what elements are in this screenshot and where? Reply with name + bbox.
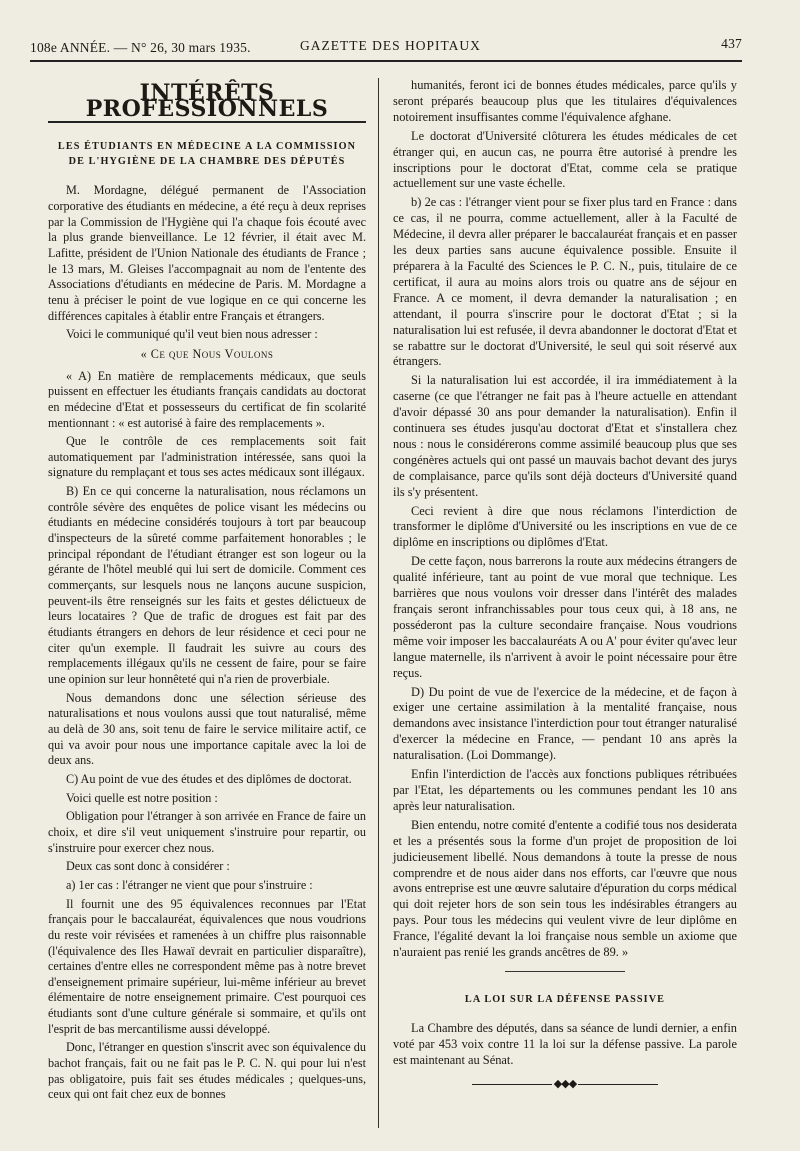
left-column [48, 78, 366, 1106]
paragraph: humanités, feront ici de bonnes études médicales, parce qu'ils y seront préparés beaucoup plus que les titulaires d'équivalences notoirement insuffisantes comme l'équivalence afghane. [393, 78, 737, 124]
paragraph: Enfin l'interdiction de l'accès aux fonctions publiques rétribuées par l'Etat, les départements ou les communes pendant les 10 ans après leur naturalisation. [393, 767, 737, 813]
article1-heading: « Ce que Nous Voulons [140, 346, 274, 361]
column-divider [378, 78, 379, 1128]
article2-subhead: LA LOI SUR LA DÉFENSE PASSIVE [464, 993, 666, 1005]
paragraph: Bien entendu, notre comité d'entente a codifié tous nos desiderata et les a présentés sous la forme d'un projet de proposition de loi judicieusement libellé. Nous demandons à toute la presse de nous comprendre et de nous aider dans nos efforts, car l'œuvre que nous avons entreprise est une œuvre salutaire d'épuration du corps médical qui doit rejeter hors de son sein tous les indésirables étrangers au pays. Pour tous les médecins qui veulent vivre de leur diplôme en France, l'égalité devant la loi française nous semble un axiome que n'auraient pas renié les grands ancêtres de 89. » [393, 817, 737, 960]
end-ornament: ◆◆◆ [393, 1077, 737, 1093]
page-number: 437 [721, 36, 742, 51]
page-header [30, 36, 742, 62]
journal-title: GAZETTE DES HOPITAUX [300, 38, 481, 53]
paragraph: Nous demandons donc une sélection sérieuse des naturalisations et nous voulons aussi que tout naturalisé, même au delà de 30 ans, soit tenu de faire le service militaire actif, ce qui va avoir pour nous une importance capitale avec la loi de deux ans. [48, 690, 366, 768]
paragraph: Si la naturalisation lui est accordée, il ira immédiatement à la caserne (ce que l'étranger ne fait pas à l'heure actuelle en attendant d'avoir dépassé 30 ans pour demander la naturalisation). Enfin il continuera ses études jusqu'au doctorat d'Etat et s'installera chez nous : nous le considérerons comme assimilé beaucoup plus que ses congénères actuels qui ont passé un mauvais bachot devant des jurys de complaisance, parce qu'ils sont déjà docteurs d'Université quand ils s'y présentent. [393, 373, 737, 499]
article1-intro-paragraph: Voici le communiqué qu'il veut bien nous adresser : [66, 327, 318, 342]
section-title: INTÉRÊTS PROFESSIONNELS [85, 80, 329, 122]
article1-subhead: LES ÉTUDIANTS EN MÉDECINE A LA COMMISSION DE L'HYGIÈNE DE LA CHAMBRE DES DÉPUTÉS [57, 141, 357, 168]
paragraph: Le doctorat d'Université clôturera les études médicales de cet étranger qui, en aucun cas, ne pourra être autorisé à prendre les inscriptions pour le doctorat d'Etat, comme cela se pratique actuellement sur une vaste échelle. [393, 128, 737, 191]
paragraph: b) 2e cas : l'étranger vient pour se fixer plus tard en France : dans ce cas, il ne pourra, comme actuellement, aller à la Faculté de Médecine, il devra aller préparer le baccalauréat français et en passer les deux parties sans aucune équivalence possible. Ensuite il préparera à la Faculté des Sciences le P. C. N., puis, titulaire de ce certificat, il aura au moins alors trois ou quatre ans de séjour en France. A ce moment, il devra demander la naturalisation ; en attendant, il pourra s'inscrire pour le doctorat d'Etat ; si la naturalisation lui est refusée, il devra abandonner le doctorat d'Etat et se rabattre sur le doctorat d'Université, le seul qui soit réservé aux étrangers. [393, 195, 737, 369]
paragraph: La Chambre des députés, dans sa séance de lundi dernier, a enfin voté par 453 voix contre 11 la loi sur la défense passive. La parole est maintenant au Sénat. [393, 1020, 737, 1067]
paragraph: B) En ce qui concerne la naturalisation, nous réclamons un contrôle sévère des enquêtes de police visant les médecins ou étudiants en médecine considérés toujours à tort par beaucoup d'inspecteurs de la sûreté comme parfaitement honorables ; le principal répondant de l'étudiant étranger est son logeur ou la gérante de l'hôtel meublé qui lui sert de domicile. Comment ces commerçants, sur lesquels nous ne lançons aucune suspicion, peuvent-ils être renseignés sur les faits et gestes délictueux de leurs locataires ? Que de trafic de drogues est fait par des étudiants étrangers en dehors de leur résidence et ceci pour ne citer qu'un exemple. Il faudrait les suivre au cours des remplacements illégaux qu'ils ne cessent de faire, pour se faire une opinion sur leur honnêteté qui n'a rien de proverbiale. [48, 484, 366, 686]
paragraph: Il fournit une des 95 équivalences reconnues par l'Etat français pour le baccalauréat, équivalences que nous voudrions du reste voir révisées et ramenées à un chiffre plus raisonnable (l'équivalence des Iles Hawaï devrait en particulier disparaître), certaines d'entre elles ne correspondent même pas à notre brevet d'enseignement primaire supérieur, lui-même inférieur au brevet élémentaire de notre enseignement primaire. C'est pourquoi ces étudiants sont d'une culture générale si sommaire, et qu'ils ont l'esprit de bas mercantilisme aussi développé. [48, 896, 366, 1036]
paragraph: Que le contrôle de ces remplacements soit fait automatiquement par l'administration intéressée, sans quoi la signature du remplaçant et tous ses actes médicaux sont illégaux. [48, 434, 366, 480]
header-rule [30, 60, 742, 62]
paragraph: Donc, l'étranger en question s'inscrit avec son équivalence du bachot français, fait ou ne fait pas le P. C. N. qui pour lui n'est pas obligatoire, puis fait ses études médicales ; quelques-uns, ceux qui ont fait chez eux de bonnes [48, 1040, 366, 1102]
article-separator [505, 971, 625, 972]
article1-right-paragraphs [393, 78, 737, 961]
article2-paragraphs [393, 1021, 737, 1069]
article1-intro-paragraph: M. Mordagne, délégué permanent de l'Association corporative des étudiants en médecine, a été reçu à deux reprises par la Commission de l'Hygiène qui l'a chaque fois écouté avec la plus grande bienveillance. Le 12 février, il était avec M. Lafitte, président de l'Union Nationale des étudiants de France ; le 13 mars, M. Gleises l'accompagnait au nom de l'entente des Associations d'étudiants en médecine de Paris. M. Mordagne a tenu à préciser le point de vue logique en ce qui concerne les différences capitales à établir entre Français et étrangers. [48, 183, 366, 323]
paragraph: C) Au point de vue des études et des diplômes de doctorat. [66, 771, 352, 786]
issue-info: 108e ANNÉE. — N° 26, 30 mars 1935. [30, 40, 251, 55]
paragraph: D) Du point de vue de l'exercice de la médecine, et de façon à exiger une certaine assimilation à la mentalité française, nous demandons avec insistance l'interdiction pour tout étranger naturalisé d'exercer la médecine en France, — pendant 10 ans après la naturalisation. (Loi Dommange). [393, 684, 737, 763]
article1-left-paragraphs [48, 369, 366, 1104]
paragraph: Deux cas sont donc à considérer : [66, 859, 230, 874]
right-column [393, 78, 737, 1093]
paragraph: Voici quelle est notre position : [66, 790, 218, 805]
paragraph: De cette façon, nous barrerons la route aux médecins étrangers de qualité inférieure, tant au point de vue moral que technique. Les barrières que nous voulons voir dresser dans l'intérêt des malades français seront infranchissables pour tous ceux qui, à 18 ans, ne posséderont pas la culture secondaire française. Nous voudrions même voir imposer les baccalauréats A ou A' pour éviter qu'avec leur langue maternelle, ils n'arrivent à avoir le point nécessaire pour être reçus. [393, 554, 737, 680]
paragraph: a) 1er cas : l'étranger ne vient que pour s'instruire : [66, 877, 313, 892]
paragraph: Obligation pour l'étranger à son arrivée en France de faire un choix, et dire s'il veut uniquement s'instruire pour repartir, ou s'instruire pour exercer chez nous. [48, 809, 366, 855]
paragraph: Ceci revient à dire que nous réclamons l'interdiction de transformer le diplôme d'Université ou les inscriptions en vue de ce diplôme en inscriptions ou diplômes d'Etat. [393, 503, 737, 550]
paragraph: « A) En matière de remplacements médicaux, que seuls puissent en effectuer les étudiants français candidats au doctorat en médecine d'Etat et possesseurs du certificat de fin scolarité mentionnant : « est autorisé à faire des remplacements ». [48, 368, 366, 430]
